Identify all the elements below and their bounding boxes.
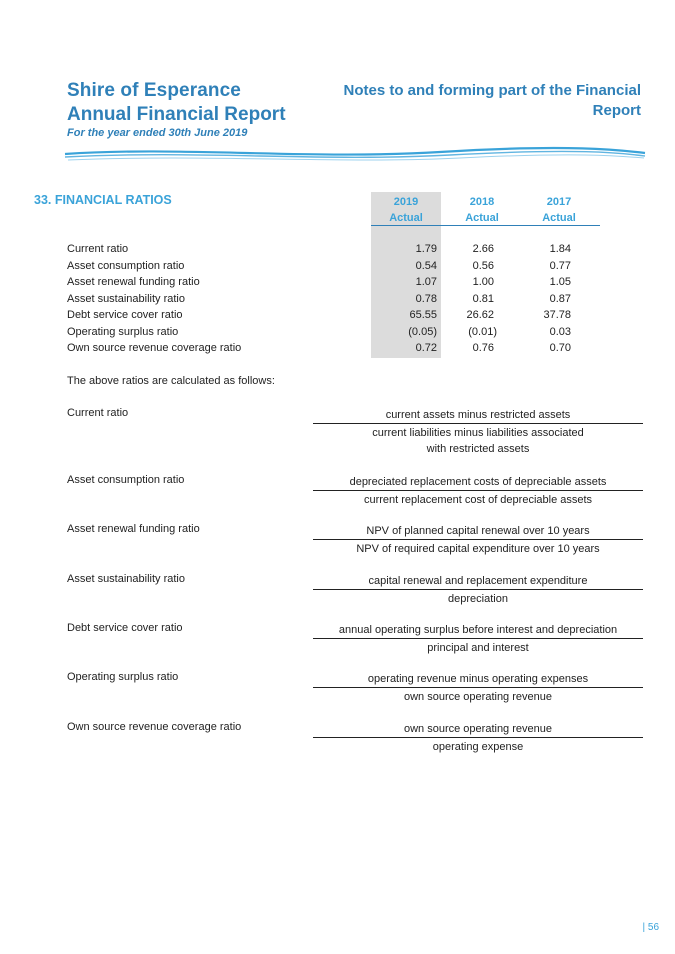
ratio-value-2017: 1.05 [549,276,571,288]
formula-label: Current ratio [67,407,129,419]
notes-title-line-2: Report [592,102,641,119]
ratio-value-2017: 1.84 [549,243,571,255]
ratio-value-2019: 65.55 [409,309,437,321]
formula-numerator: annual operating surplus before interest and depreciation [338,624,618,636]
column-basis: Actual [465,212,499,224]
formula-label: Asset sustainability ratio [67,573,185,585]
formula-operating-surplus [313,671,643,705]
ratio-value-2018: 26.62 [466,309,494,321]
formula-denominator: principal and interest [313,638,643,656]
column-year: 2019 [393,196,419,208]
column-header-2019 [371,194,441,226]
ratio-label: Asset renewal funding ratio [67,276,200,288]
formula-label: Asset consumption ratio [67,474,185,486]
ratio-value-2019: 1.07 [415,276,437,288]
formulas-intro: The above ratios are calculated as follows: [67,375,275,387]
ratio-value-2017: 37.78 [543,309,571,321]
report-period: For the year ended 30th June 2019 [67,127,248,139]
ratio-value-2018: 1.00 [472,276,494,288]
ratio-label: Own source revenue coverage ratio [67,342,242,354]
notes-title [311,81,641,121]
ratio-label: Asset sustainability ratio [67,292,185,305]
ratio-value-2017: 0.03 [549,325,571,338]
formula-label: Operating surplus ratio [67,671,179,683]
ratio-value-2018: 0.81 [472,292,494,305]
formula-denominator-line: with restricted assets [426,443,530,455]
column-year: 2018 [469,196,495,208]
header-wave-decoration [60,142,650,172]
formula-numerator: depreciated replacement costs of depreciable assets [349,476,607,488]
formula-label: Own source revenue coverage ratio [67,721,242,733]
ratio-value-2019: 0.72 [415,342,437,354]
column-header-underline [371,225,600,226]
formula-debt-service-cover [313,622,643,656]
ratio-label: Current ratio [67,243,129,255]
formula-numerator: capital renewal and replacement expenditure [368,575,588,587]
formula-denominator: operating expense [313,737,643,755]
formula-numerator: NPV of planned capital renewal over 10 years [366,525,590,537]
formula-label: Debt service cover ratio [67,622,183,634]
formula-label: Asset renewal funding ratio [67,523,200,535]
ratio-value-2019: 0.78 [415,292,437,305]
column-header-2018 [447,194,517,226]
formula-denominator-line: current liabilities minus liabilities associated [372,427,584,439]
report-title: Annual Financial Report [67,104,286,125]
formula-asset-consumption [313,474,643,508]
column-header-2017 [524,194,594,226]
ratio-value-2019: 0.54 [415,259,437,272]
formula-current-ratio [313,407,643,457]
ratio-value-2017: 0.87 [549,292,571,305]
ratio-label: Operating surplus ratio [67,325,179,338]
ratio-value-2019: 1.79 [415,243,437,255]
organisation-name: Shire of Esperance [67,80,241,101]
notes-title-line-1: Notes to and forming part of the Financial [343,82,641,99]
ratio-value-2018: 0.76 [472,342,494,354]
formula-denominator: depreciation [313,589,643,607]
formula-asset-renewal-funding [313,523,643,557]
formula-denominator: current replacement cost of depreciable assets [313,490,643,508]
column-year: 2017 [546,196,572,208]
page-number: | 56 [642,922,659,933]
ratio-label: Debt service cover ratio [67,309,183,321]
ratio-value-2018: 0.56 [472,259,494,272]
column-basis: Actual [542,212,576,224]
formula-asset-sustainability [313,573,643,607]
ratio-label: Asset consumption ratio [67,259,185,272]
ratio-value-2018: (0.01) [468,325,497,338]
formula-numerator: operating revenue minus operating expenses [367,673,589,685]
formula-denominator: NPV of required capital expenditure over 10 years [313,539,643,557]
formula-numerator: current assets minus restricted assets [385,409,571,421]
formula-denominator [313,423,643,457]
ratio-value-2019: (0.05) [408,325,437,338]
section-title: 33. FINANCIAL RATIOS [34,193,172,207]
formula-denominator: own source operating revenue [313,687,643,705]
column-basis: Actual [389,212,423,224]
formula-own-source-revenue-coverage [313,721,643,755]
formula-numerator: own source operating revenue [404,723,552,735]
ratio-value-2017: 0.70 [549,342,571,354]
ratio-value-2017: 0.77 [549,259,571,272]
ratio-value-2018: 2.66 [472,243,494,255]
